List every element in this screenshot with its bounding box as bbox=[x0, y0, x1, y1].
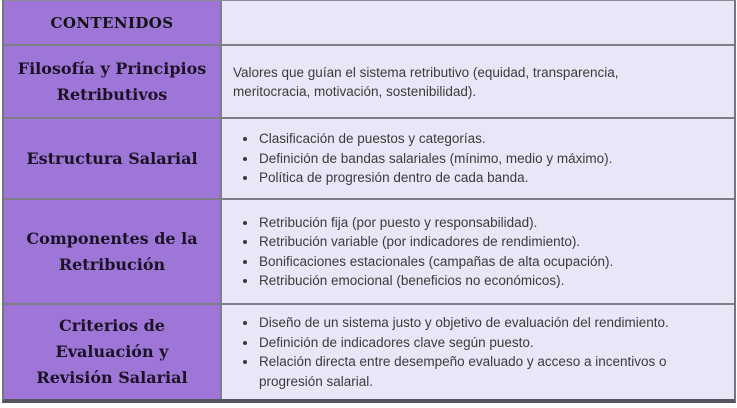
bullet-item: • Retribución fija (por puesto y responsabilidad). bbox=[258, 213, 613, 233]
bullet-item: • Retribución emocional (beneficios no económicos). bbox=[258, 271, 613, 291]
bullet-list bbox=[222, 313, 720, 391]
header-cell-contenidos bbox=[4, 1, 222, 44]
bullet-item: • Clasificación de puestos y categorías. bbox=[258, 129, 612, 149]
row-title-cell bbox=[4, 198, 222, 303]
bullet-item: • Definición de bandas salariales (mínimo, medio y máximo). bbox=[258, 149, 612, 169]
row-description: Valores que guían el sistema retributivo (equidad, transparencia, meritocracia, motivación, sostenibilidad). bbox=[233, 64, 619, 99]
row-title: Estructura Salarial bbox=[26, 148, 198, 168]
bullet-item: • Relación directa entre desempeño evaluado y acceso a incentivos o progresión salarial. bbox=[258, 352, 720, 391]
bullet-item: • Bonificaciones estacionales (campañas de alta ocupación). bbox=[258, 252, 613, 272]
bullet-list bbox=[222, 213, 613, 291]
row-body-cell bbox=[222, 303, 734, 399]
row-title-cell bbox=[4, 44, 222, 117]
row-title: Filosofía y Principios Retributivos bbox=[17, 58, 207, 104]
row-body-cell bbox=[222, 117, 734, 198]
bullet-item: • Definición de indicadores clave según puesto. bbox=[258, 333, 720, 353]
row-title: Criterios de Evaluación y Revisión Salarial bbox=[36, 316, 188, 387]
bullet-list bbox=[222, 129, 612, 188]
row-title-cell bbox=[4, 117, 222, 198]
row-body-cell bbox=[222, 44, 734, 117]
row-title-cell bbox=[4, 303, 222, 399]
row-body-cell bbox=[222, 198, 734, 303]
table-title: CONTENIDOS bbox=[50, 13, 174, 32]
header-cell-empty bbox=[222, 1, 734, 44]
bullet-item: • Diseño de un sistema justo y objetivo de evaluación del rendimiento. bbox=[258, 313, 720, 333]
bullet-item: • Política de progresión dentro de cada banda. bbox=[258, 168, 612, 188]
row-title: Componentes de la Retribución bbox=[26, 228, 198, 274]
bullet-item: • Retribución variable (por indicadores de rendimiento). bbox=[258, 232, 613, 252]
contents-table bbox=[2, 0, 736, 403]
